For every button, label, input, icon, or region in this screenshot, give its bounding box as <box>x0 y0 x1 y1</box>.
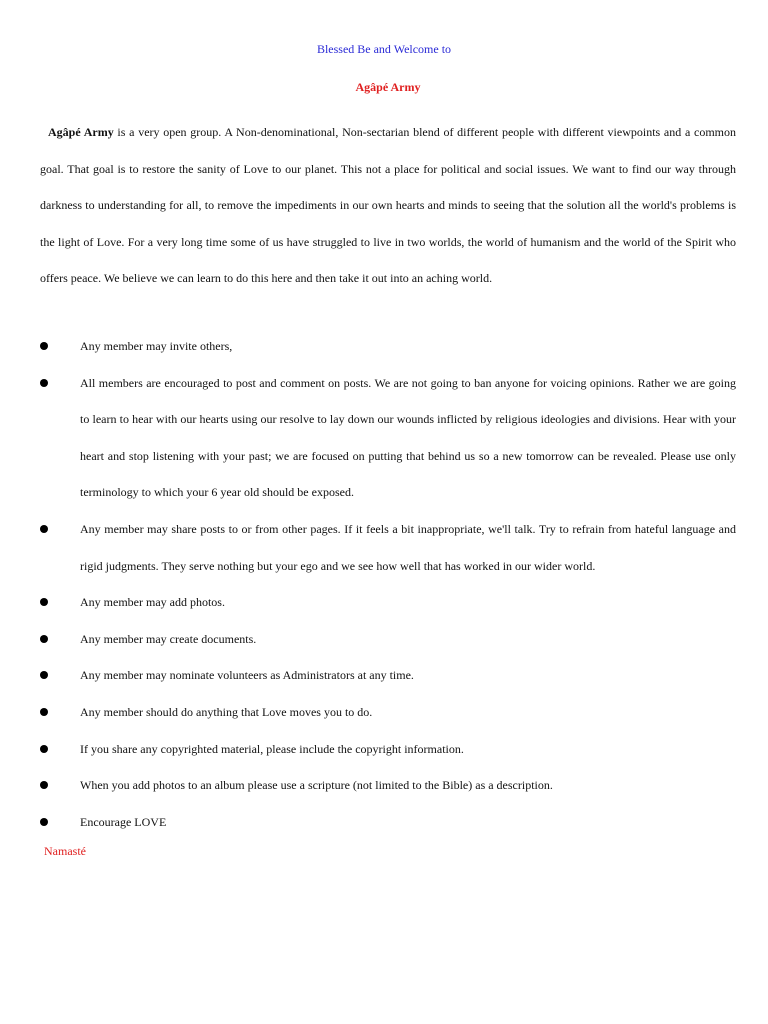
rule-text: Any member may nominate volunteers as Administrators at any time. <box>80 668 414 683</box>
closing-greeting: Namasté <box>44 844 86 858</box>
rule-text: If you share any copyrighted material, please include the copyright information. <box>80 741 464 756</box>
group-title: Agâpé Army <box>355 80 421 94</box>
bullet-icon <box>40 635 48 643</box>
intro-paragraph <box>40 114 736 297</box>
bullet-icon <box>40 745 48 753</box>
intro-brand: Agâpé Army <box>48 125 114 139</box>
list-item <box>40 767 736 804</box>
rule-text: All members are encouraged to post and comment on posts. We are not going to ban anyone for voicing opinions. Rather we are going to learn to hear with our hearts using our resolve to lay down our wounds inflicted by religious ideologies and divisions. Hear with your heart and stop listening with your past; we are focused on putting that behind us so a new tomorrow can be revealed. Please use only terminology to which your 6 year old should be exposed. <box>80 375 736 500</box>
bullet-icon <box>40 708 48 716</box>
rule-text: Any member may add photos. <box>80 595 225 610</box>
bullet-icon <box>40 781 48 789</box>
rule-text: Any member may invite others, <box>80 339 233 353</box>
list-item <box>40 657 736 694</box>
list-item <box>40 621 736 658</box>
list-item <box>40 584 736 621</box>
rule-text: Any member may create documents. <box>80 631 257 646</box>
list-item <box>40 328 736 365</box>
rule-text: Encourage LOVE <box>80 814 167 829</box>
intro-text: is a very open group. A Non-denominational, Non-sectarian blend of different people with different viewpoints and a common goal. That goal is to restore the sanity of Love to our planet. This not a place for political and social issues. We want to find our way through darkness to understanding for all, to remove the impediments in our own hearts and minds to seeing that the solution all the world's problems is the light of Love. For a very long time some of us have struggled to live in two worlds, the world of humanism and the world of the Spirit who offers peace. We believe we can learn to do this here and then take it out into an aching world. <box>40 125 736 286</box>
bullet-icon <box>40 598 48 606</box>
rule-text: Any member may share posts to or from other pages. If it feels a bit inappropriate, we'll talk. Try to refrain from hateful language and rigid judgments. They serve nothing but your ego and we see how well that has worked in our wider world. <box>80 521 736 573</box>
bullet-icon <box>40 525 48 533</box>
rule-text: When you add photos to an album please use a scripture (not limited to the Bible) as a description. <box>80 778 553 793</box>
bullet-icon <box>40 342 48 350</box>
welcome-line: Blessed Be and Welcome to <box>316 42 452 56</box>
list-item <box>40 511 736 584</box>
list-item <box>40 804 736 841</box>
list-item <box>40 731 736 768</box>
bullet-icon <box>40 379 48 387</box>
list-item <box>40 365 736 511</box>
bullet-icon <box>40 671 48 679</box>
bullet-icon <box>40 818 48 826</box>
rule-text: Any member should do anything that Love moves you to do. <box>80 704 373 719</box>
rules-list <box>40 328 736 840</box>
list-item <box>40 694 736 731</box>
